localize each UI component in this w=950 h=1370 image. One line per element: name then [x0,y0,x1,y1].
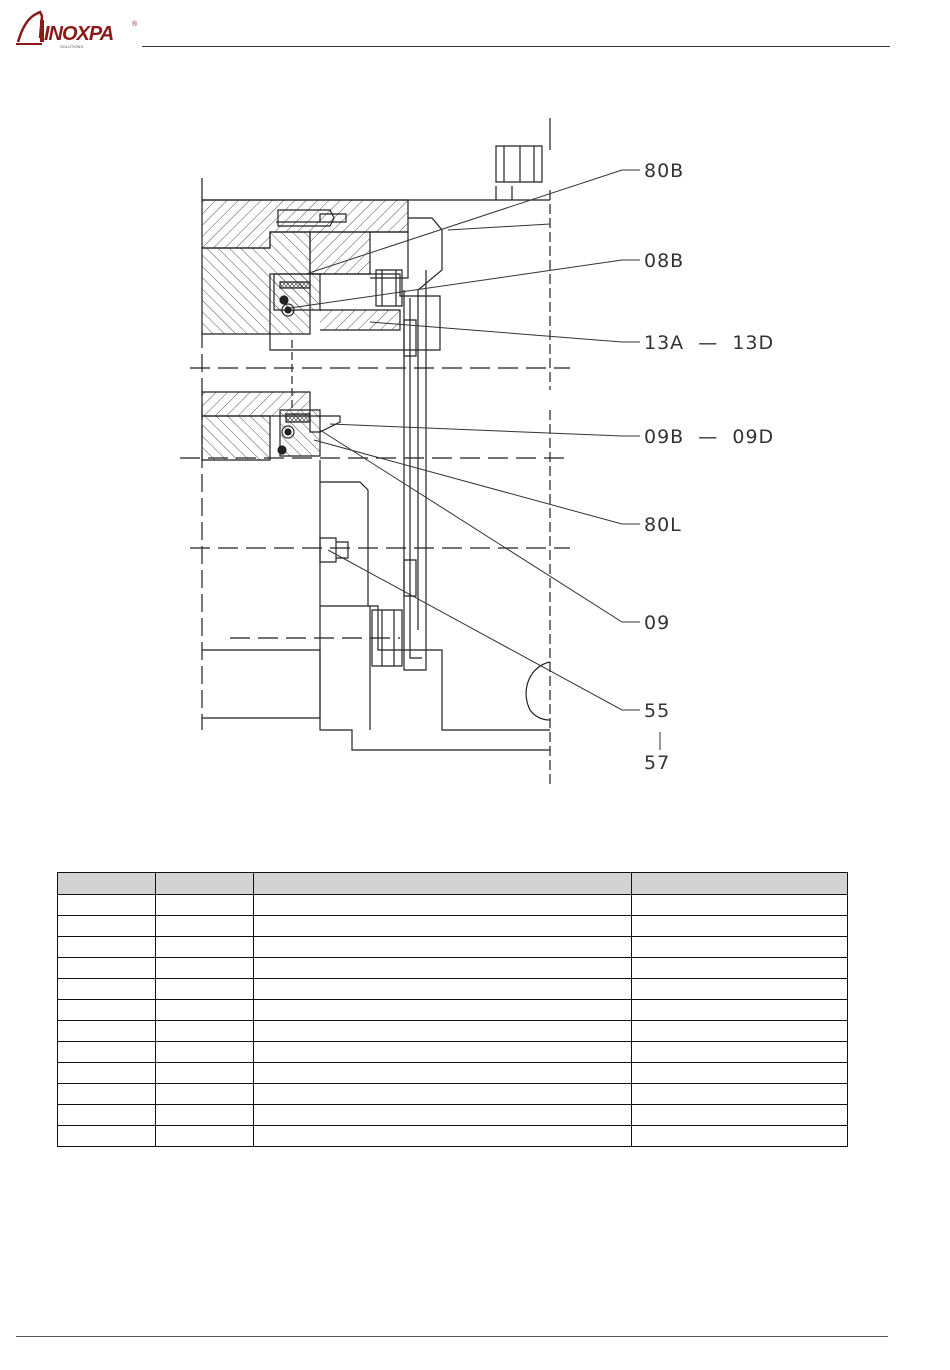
footer-rule [16,1336,888,1337]
table-cell [156,958,254,979]
table-cell [58,1105,156,1126]
table-cell [254,895,632,916]
table-cell [254,979,632,1000]
callout-80l: 80L [644,514,682,536]
table-row [58,895,848,916]
table-cell [156,1105,254,1126]
table-cell [156,1042,254,1063]
table-cell [254,1042,632,1063]
table-cell [254,1084,632,1105]
table-cell [632,1126,848,1147]
table-cell [632,895,848,916]
table-cell [254,1063,632,1084]
table-cell [58,1084,156,1105]
table-cell [58,958,156,979]
table-cell [58,1126,156,1147]
table-row [58,1042,848,1063]
table-cell [254,1105,632,1126]
table-cell [632,1021,848,1042]
header-rule [142,46,890,47]
table-row [58,937,848,958]
table-cell [156,1021,254,1042]
table-cell [632,1084,848,1105]
table-cell [156,1084,254,1105]
table-cell [58,979,156,1000]
table-header-cell [632,873,848,895]
table-row [58,1021,848,1042]
table-cell [254,916,632,937]
table-cell [58,1042,156,1063]
callout-09b-09d: 09B — 09D [644,426,775,448]
table-cell [632,1063,848,1084]
callout-13a-13d: 13A — 13D [644,332,775,354]
table-row [58,1000,848,1021]
table-row [58,1063,848,1084]
table-cell [632,1105,848,1126]
table-cell [58,1000,156,1021]
table-row [58,979,848,1000]
callout-08b: 08B [644,250,685,272]
table-header-cell [254,873,632,895]
table-row [58,916,848,937]
table-row [58,1105,848,1126]
table-cell [156,979,254,1000]
table-header-cell [156,873,254,895]
table-cell [156,1126,254,1147]
table-cell [632,958,848,979]
parts-table [57,872,848,1147]
table-cell [58,1021,156,1042]
table-row [58,958,848,979]
table-cell [254,958,632,979]
table-cell [156,937,254,958]
table-cell [58,916,156,937]
callout-55: 55 [644,700,671,722]
table-cell [156,916,254,937]
table-cell [254,1126,632,1147]
table-cell [58,895,156,916]
table-cell [156,1000,254,1021]
table-cell [58,937,156,958]
svg-text:®: ® [132,21,138,28]
inoxpa-logo [14,8,144,50]
table-header-row [58,873,848,895]
table-cell [58,1063,156,1084]
callout-57: 57 [644,752,671,774]
table-cell [632,979,848,1000]
table-cell [632,916,848,937]
table-cell [156,1063,254,1084]
table-row [58,1126,848,1147]
callout-09: 09 [644,612,671,634]
table-cell [632,1000,848,1021]
table-cell [254,937,632,958]
mechanical-seal-section-drawing [170,110,810,790]
table-header-cell [58,873,156,895]
svg-text:SOLUTIONS: SOLUTIONS [60,44,84,49]
table-row [58,1084,848,1105]
table-cell [254,1021,632,1042]
table-cell [632,937,848,958]
callout-80b: 80B [644,160,685,182]
table-cell [632,1042,848,1063]
table-cell [254,1000,632,1021]
svg-text:INOXPA: INOXPA [44,23,114,45]
table-cell [156,895,254,916]
